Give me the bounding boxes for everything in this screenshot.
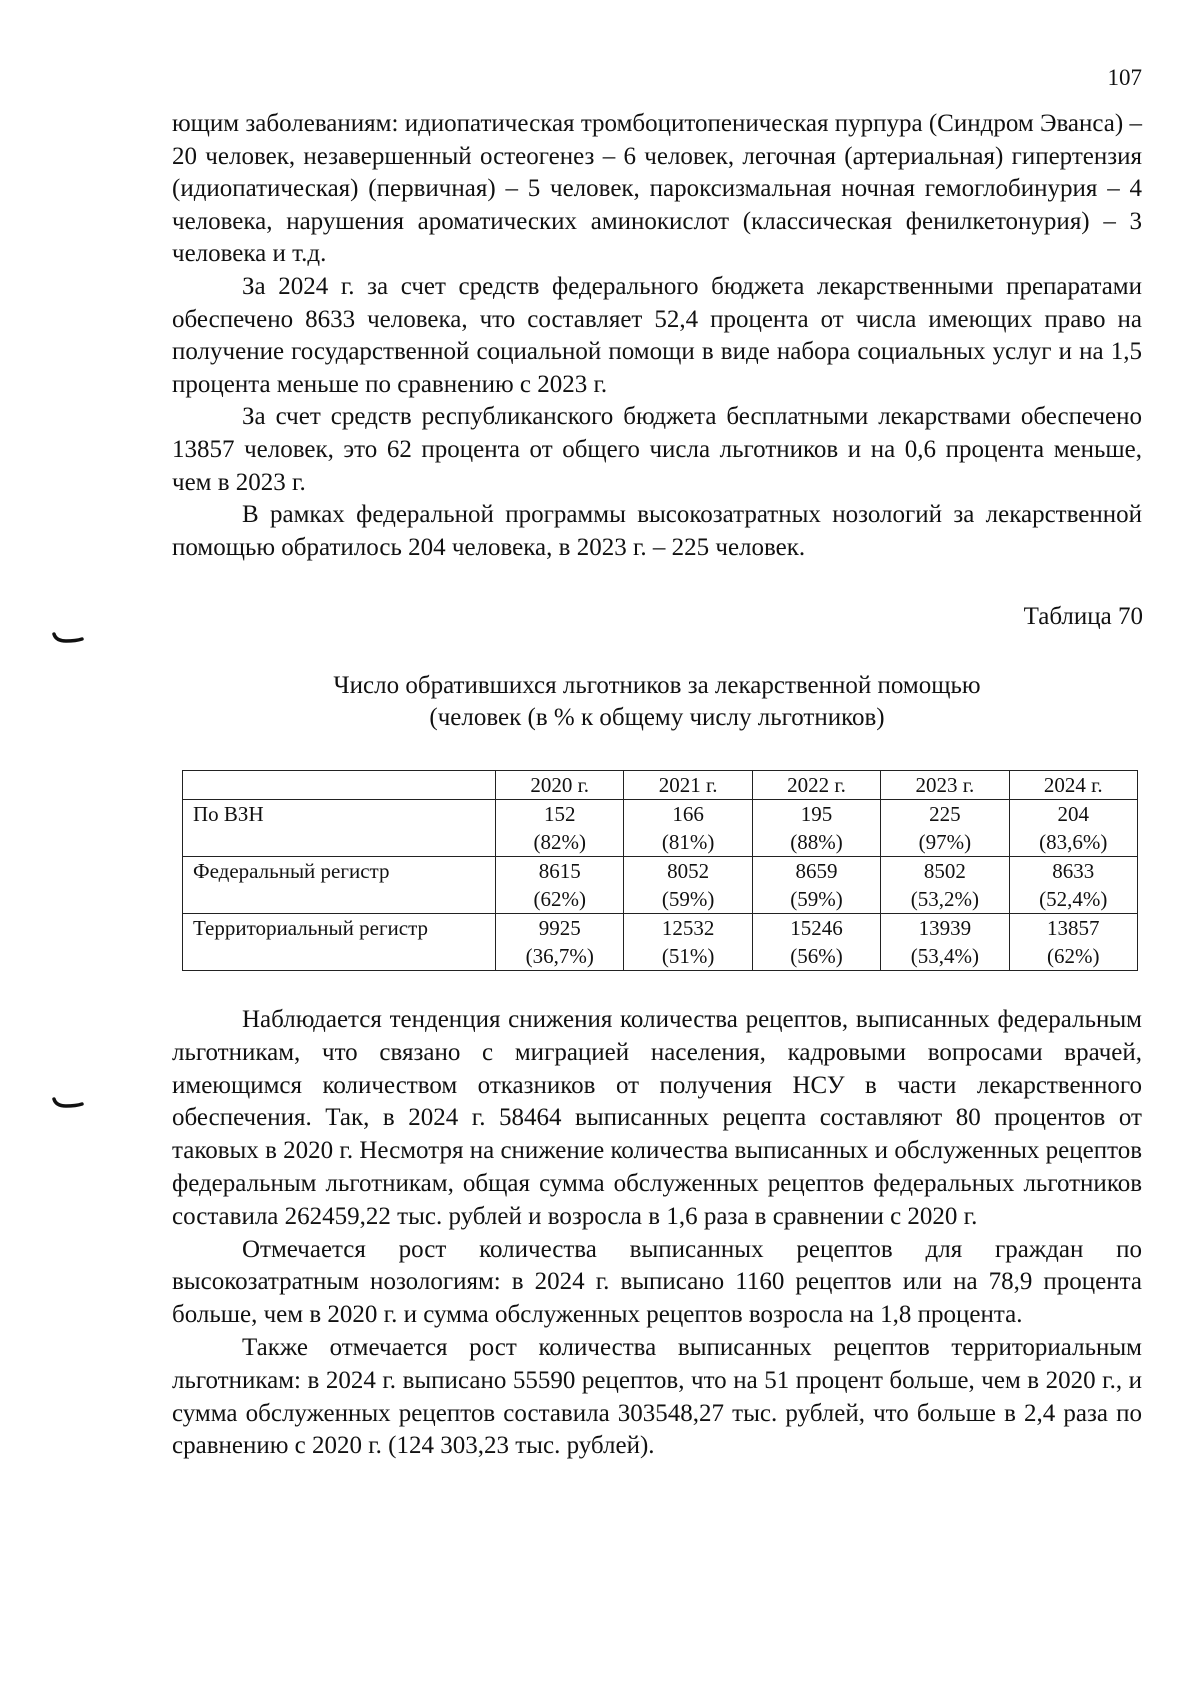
cell-value: 225: [929, 802, 961, 826]
table-cell: [881, 800, 1009, 857]
cell-value: 204: [1057, 802, 1090, 826]
table-cell: [624, 914, 752, 971]
cell-percent: (56%): [790, 944, 843, 968]
cell-percent: (36,7%): [525, 944, 594, 968]
paragraph-republic-budget: За счет средств республиканского бюджета бесплатными лекарствами обеспечено 13857 человек, это 62 процента от общего числа льготников и на 0,6 процента меньше, чем в 2023 г.: [172, 403, 1142, 496]
cell-value: 166: [672, 802, 704, 826]
table-label: Таблица 70: [1023, 603, 1143, 630]
year-header: 2021 г.: [624, 771, 752, 800]
row-label: По ВЗН: [183, 800, 496, 857]
page-number: 107: [1107, 65, 1142, 90]
table-title-line-1: Число обратившихся льготников за лекарственной помощью: [333, 672, 981, 699]
cell-value: 152: [543, 802, 576, 826]
cell-percent: (82%): [533, 830, 586, 854]
cell-percent: (62%): [1047, 944, 1100, 968]
table-row: [183, 800, 1138, 857]
table-row: [183, 857, 1138, 914]
table-cell: [1009, 857, 1137, 914]
year-header: 2024 г.: [1009, 771, 1137, 800]
paragraph-continuation: ющим заболеваниям: идиопатическая тромбоцитопеническая пурпура (Синдром Эванса) – 20 человек, незавершенный остеогенез – 6 человек, легочная (артериальная) гипертензия (идиопатическая) (первичная) – 5 человек, пароксизмальная ночная гемоглобинурия – 4 человека, нарушения ароматических аминокислот (классическая фенилкетонурия) – 3 человека и т.д.: [172, 110, 1142, 268]
cell-value: 195: [800, 802, 833, 826]
beneficiaries-table: [182, 770, 1138, 971]
paragraph-high-cost-prescriptions: Отмечается рост количества выписанных рецептов для граждан по высокозатратным нозологиям: в 2024 г. выписано 1160 рецептов или на 78,9 процента больше, чем в 2020 г. и сумма обслуженных рецептов возросла на 1,8 процента.: [172, 1235, 1142, 1329]
year-header: 2020 г.: [496, 771, 624, 800]
paragraph-territorial-prescriptions: Также отмечается рост количества выписанных рецептов территориальным льготникам: в 2024 г. выписано 55590 рецептов, что на 51 процент больше, чем в 2020 г., и сумма обслуженных рецептов составила 303548,27 тыс. рублей, что больше в 2,4 раза по сравнению с 2020 г. (124 303,23 тыс. рублей).: [172, 1333, 1142, 1460]
year-header: 2023 г.: [881, 771, 1009, 800]
cell-value: 9925: [538, 916, 581, 940]
cell-value: 8633: [1052, 859, 1095, 883]
table-cell: [752, 914, 880, 971]
table-cell: [624, 857, 752, 914]
table-corner-cell: [183, 771, 496, 800]
table-cell: [881, 914, 1009, 971]
table-header-row: [183, 771, 1138, 800]
cell-value: 8052: [667, 859, 710, 883]
table-cell: [752, 800, 880, 857]
row-label: Федеральный регистр: [183, 857, 496, 914]
cell-percent: (51%): [661, 944, 715, 968]
cell-value: 13939: [918, 916, 972, 940]
cell-percent: (53,2%): [910, 887, 979, 911]
year-header: 2022 г.: [752, 771, 880, 800]
cell-percent: (59%): [661, 887, 715, 911]
cell-value: 8502: [923, 859, 966, 883]
table-row: [183, 914, 1138, 971]
cell-value: 8659: [795, 859, 838, 883]
table-title: [172, 670, 1142, 734]
top-text-block: [172, 108, 1142, 564]
table-cell: [752, 857, 880, 914]
bottom-text-block: [172, 1004, 1142, 1463]
paragraph-federal-budget: За 2024 г. за счет средств федерального бюджета лекарственными препаратами обеспечено 8633 человека, что составляет 52,4 процента от числа имеющих право на получение государственной социальной помощи в виде набора социальных услуг и на 1,5 процента меньше по сравнению с 2023 г.: [172, 272, 1142, 398]
table-cell: [881, 857, 1009, 914]
cell-percent: (59%): [790, 887, 843, 911]
cell-value: 12532: [661, 916, 715, 940]
margin-pen-mark: [52, 632, 84, 644]
cell-percent: (81%): [661, 830, 715, 854]
cell-percent: (97%): [918, 830, 972, 854]
paragraph-high-cost-program: В рамках федеральной программы высокозатратных нозологий за лекарственной помощью обратилось 204 человека, в 2023 г. – 225 человек.: [172, 501, 1142, 561]
cell-value: 13857: [1047, 916, 1100, 940]
cell-value: 8615: [538, 859, 581, 883]
cell-percent: (83,6%): [1039, 830, 1108, 854]
cell-value: 15246: [790, 916, 843, 940]
table-cell: [624, 800, 752, 857]
paragraph-federal-prescriptions: Наблюдается тенденция снижения количества рецептов, выписанных федеральным льготникам, что связано с миграцией населения, кадровыми вопросами врачей, имеющимся количеством отказников от получения НСУ в части лекарственного обеспечения. Так, в 2024 г. 58464 выписанных рецепта составляют 80 процентов от таковых в 2020 г. Несмотря на снижение количества выписанных и обслуженных рецептов федеральным льготникам, общая сумма обслуженных рецептов федеральных льготников составила 262459,22 тыс. рублей и возросла в 1,6 раза в сравнении с 2020 г.: [172, 1006, 1142, 1230]
cell-percent: (62%): [533, 887, 586, 911]
table-cell: [1009, 800, 1137, 857]
margin-pen-mark: [52, 1097, 84, 1109]
table-cell: [496, 857, 624, 914]
table-cell: [496, 914, 624, 971]
table-cell: [1009, 914, 1137, 971]
cell-percent: (52,4%): [1039, 887, 1108, 911]
row-label: Территориальный регистр: [183, 914, 496, 971]
table-cell: [496, 800, 624, 857]
cell-percent: (88%): [790, 830, 843, 854]
cell-percent: (53,4%): [910, 944, 979, 968]
table-title-line-2: (человек (в % к общему числу льготников): [429, 704, 885, 731]
